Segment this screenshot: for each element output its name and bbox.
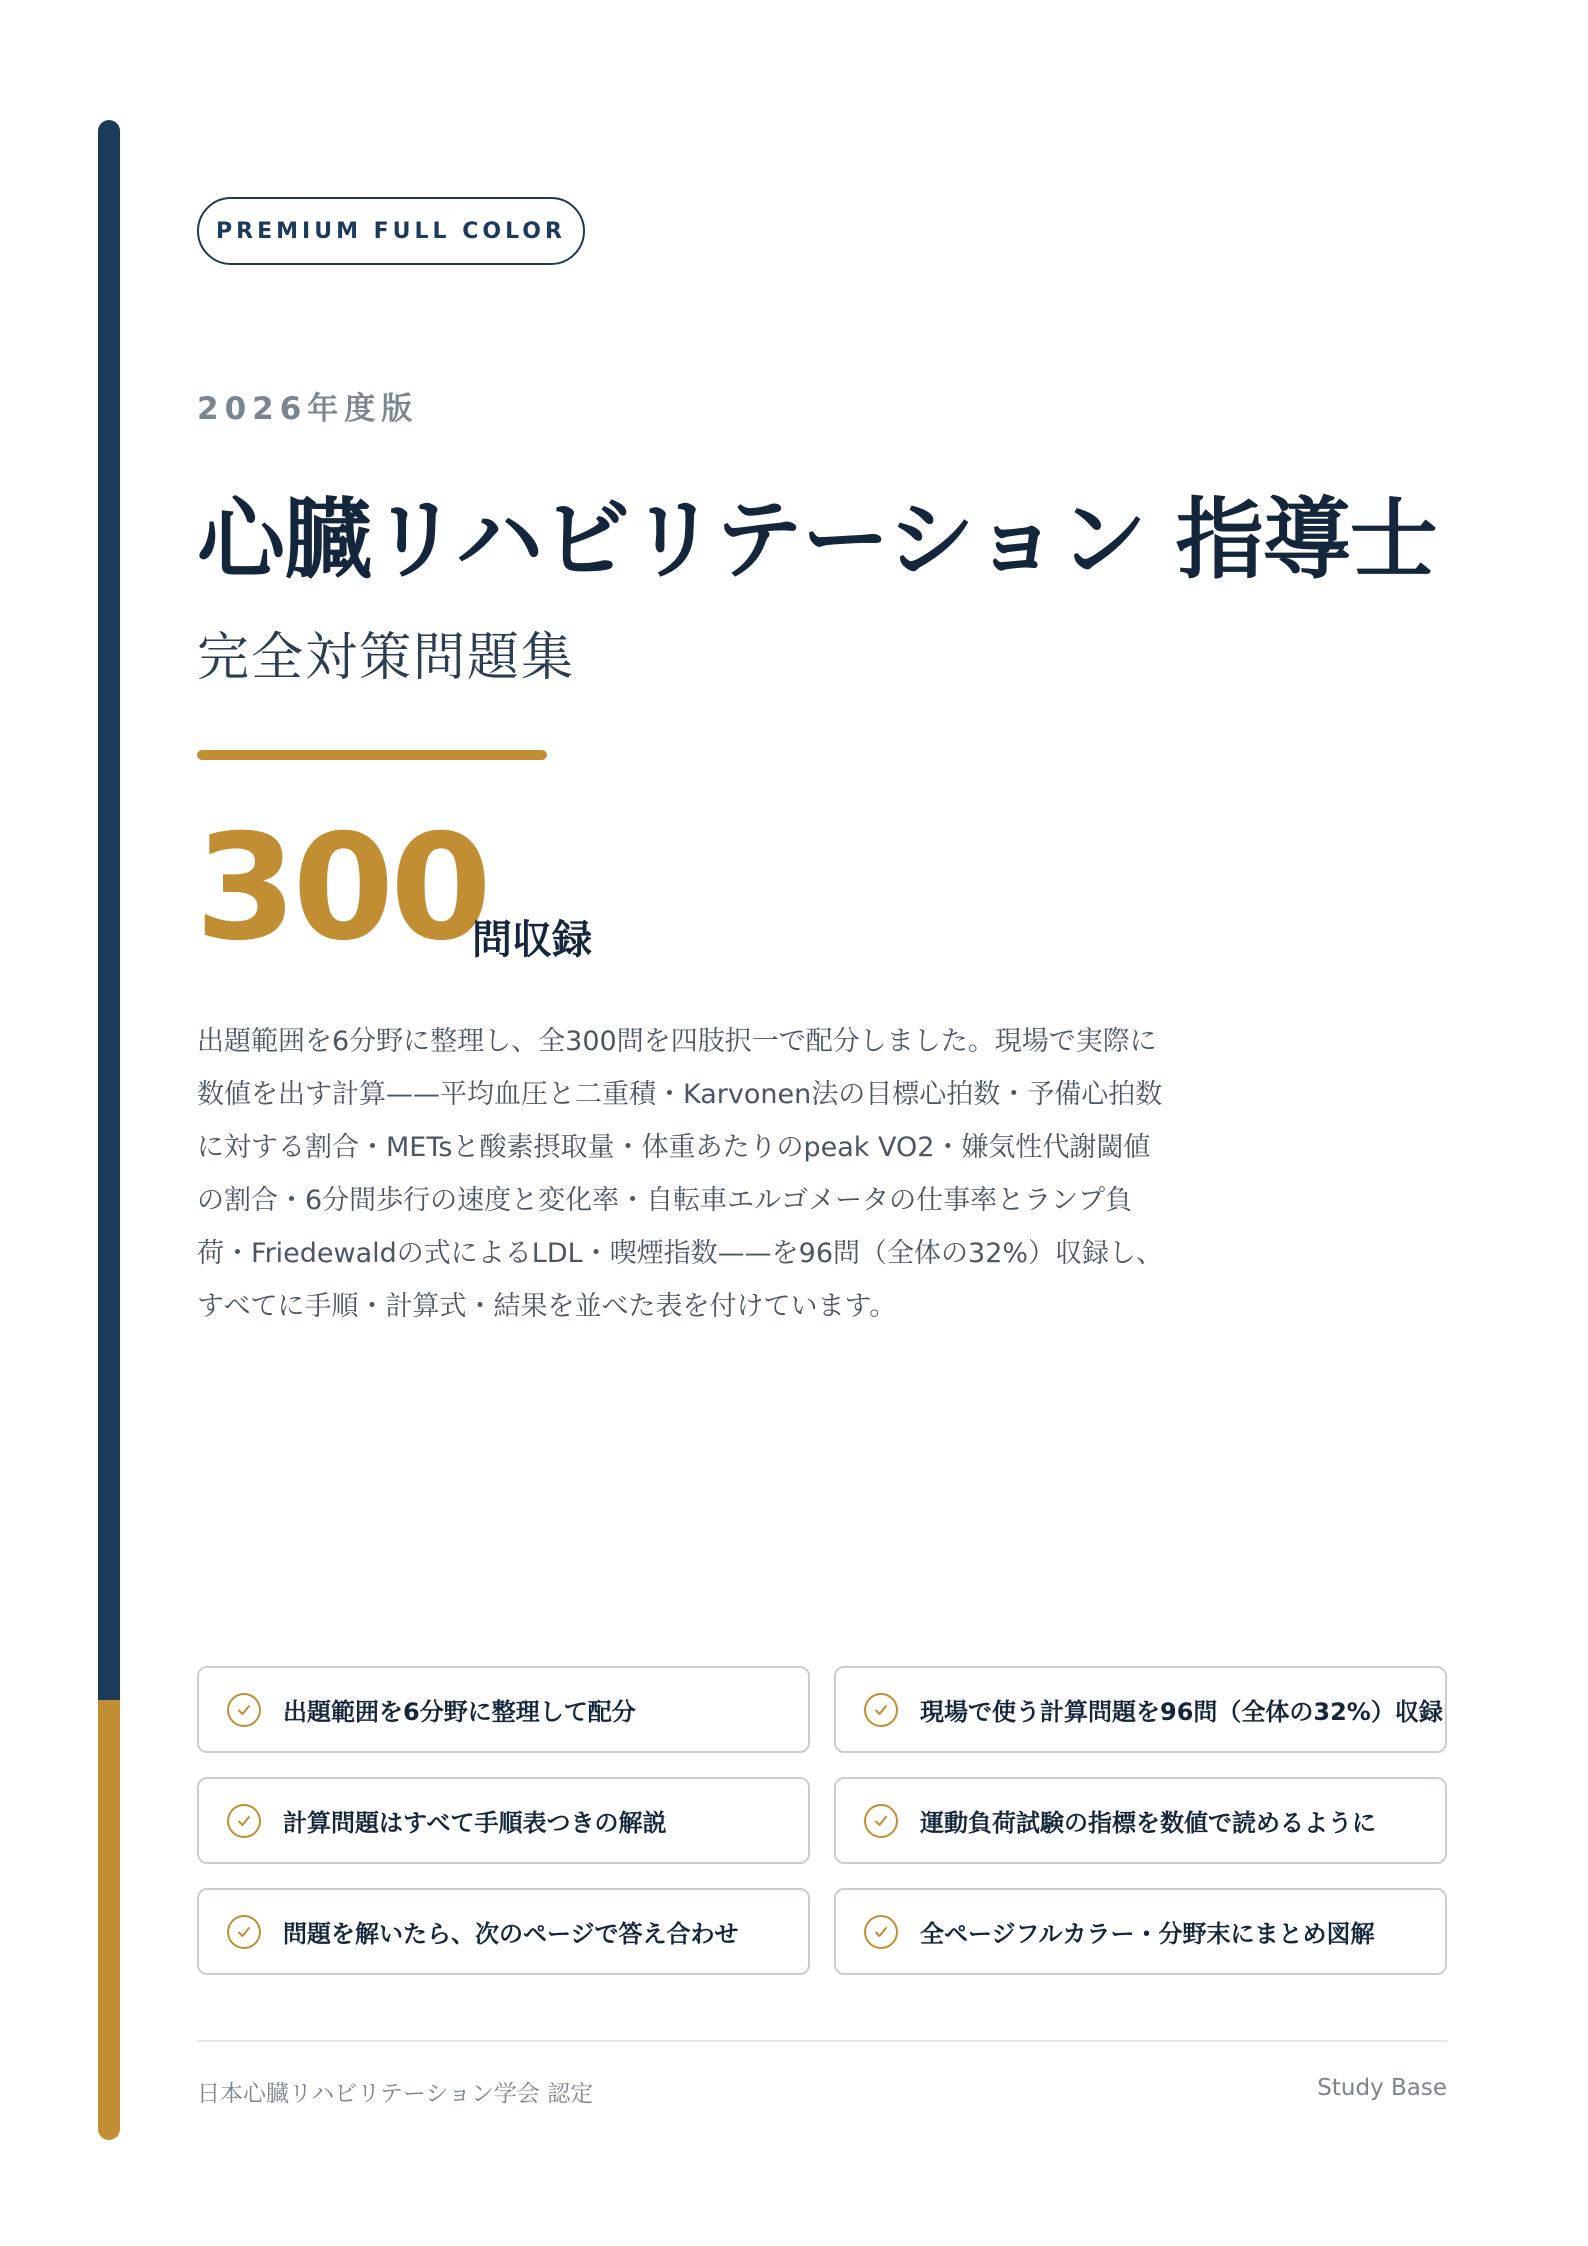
- gold-divider: [197, 750, 547, 760]
- side-bar-gold-segment: [98, 1700, 120, 2140]
- check-circle-icon: [864, 1804, 898, 1838]
- certification-note: 日本心臓リハビリテーション学会 認定: [197, 2081, 594, 2107]
- feature-item: [834, 1666, 1447, 1753]
- feature-item: [197, 1888, 810, 1975]
- side-accent-bar: [98, 120, 120, 2140]
- feature-item: [197, 1666, 810, 1753]
- check-circle-icon: [864, 1915, 898, 1949]
- feature-label: 計算問題はすべて手順表つきの解説: [283, 1809, 667, 1837]
- feature-label: 運動負荷試験の指標を数値で読めるように: [920, 1809, 1376, 1837]
- book-title: 心臓リハビリテーション 指導士: [197, 487, 1437, 591]
- question-count-number: 300: [195, 803, 488, 973]
- check-circle-icon: [227, 1915, 261, 1949]
- publisher-name: Study Base: [1317, 2075, 1447, 2101]
- feature-label: 全ページフルカラー・分野末にまとめ図解: [920, 1920, 1375, 1948]
- feature-item: [197, 1777, 810, 1864]
- feature-label: 問題を解いたら、次のページで答え合わせ: [283, 1920, 739, 1948]
- feature-label: 現場で使う計算問題を96問（全体の32%）収録: [920, 1698, 1443, 1726]
- side-bar-navy-segment: [98, 120, 120, 1700]
- book-subtitle: 完全対策問題集: [197, 628, 576, 688]
- footer-divider: [197, 2040, 1447, 2042]
- premium-badge: PREMIUM FULL COLOR: [197, 197, 585, 265]
- feature-grid: [197, 1666, 1447, 1975]
- check-circle-icon: [864, 1693, 898, 1727]
- check-circle-icon: [227, 1804, 261, 1838]
- feature-label: 出題範囲を6分野に整理して配分: [283, 1698, 636, 1726]
- question-count-unit: 問収録: [472, 917, 592, 963]
- check-circle-icon: [227, 1693, 261, 1727]
- edition-label: 2026年度版: [197, 391, 419, 427]
- feature-item: [834, 1777, 1447, 1864]
- description-paragraph: 出題範囲を6分野に整理し、全300問を四肢択一で配分しました。現場で実際に数値を出す計算——平均血圧と二重積・Karvonen法の目標心拍数・予備心拍数に対する割合・METsと酸素摂取量・体重あたりのpeak VO2・嫌気性代謝閾値の割合・6分間歩行の速度と変化率・自転車エルゴメータの仕事率とランプ負荷・Friedewaldの式によるLDL・喫煙指数——を96問（全体の32%）収録し、すべてに手順・計算式・結果を並べた表を付けています。: [197, 1026, 1164, 1322]
- feature-item: [834, 1888, 1447, 1975]
